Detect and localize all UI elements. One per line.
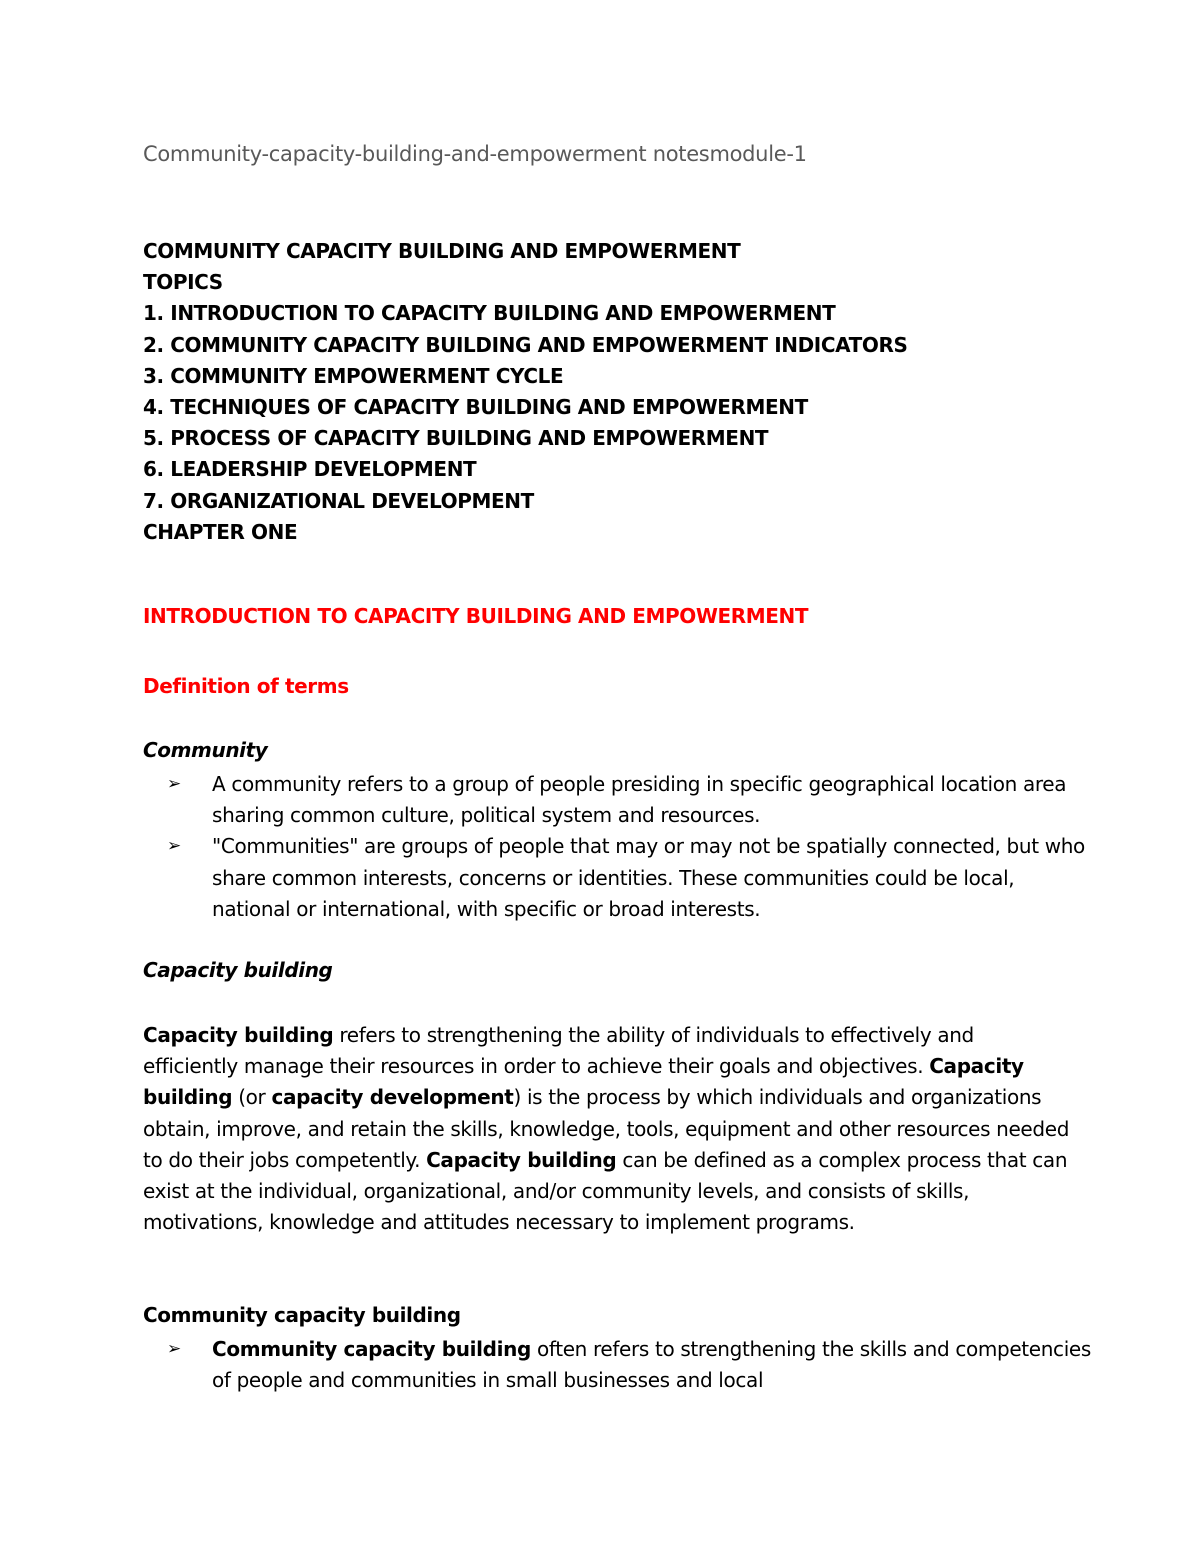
main-title: COMMUNITY CAPACITY BUILDING AND EMPOWERMENT (143, 239, 741, 263)
definitions-heading: Definition of terms (143, 674, 349, 698)
chapter-label: CHAPTER ONE (143, 519, 298, 544)
topic-item: 2. COMMUNITY CAPACITY BUILDING AND EMPOWERMENT INDICATORS (143, 332, 908, 357)
bullet-text: often refers to strengthening the skills and competencies of people and communities in small businesses and local (212, 1337, 1091, 1393)
list-item (167, 1334, 1097, 1396)
arrow-bullet-icon: ➢ (167, 774, 181, 794)
bold-term: capacity development (271, 1085, 514, 1110)
topic-item: 1. INTRODUCTION TO CAPACITY BUILDING AND EMPOWERMENT (143, 301, 836, 326)
topic-item: 4. TECHNIQUES OF CAPACITY BUILDING AND EMPOWERMENT (143, 395, 808, 420)
topic-item: 7. ORGANIZATIONAL DEVELOPMENT (143, 488, 534, 513)
arrow-bullet-icon: ➢ (167, 1339, 181, 1359)
community-bullet-list (167, 769, 1097, 925)
capacity-building-heading: Capacity building (143, 958, 333, 982)
arrow-bullet-icon: ➢ (167, 836, 181, 857)
community-heading: Community (143, 738, 268, 762)
paragraph-text: refers to strengthening the ability of individuals to effectively and efficiently manage their resources in order to achieve their goals and objectives. (143, 1023, 974, 1079)
bold-term: Capacity building (426, 1147, 617, 1172)
list-item (167, 769, 1097, 831)
capacity-building-paragraph (143, 1020, 1073, 1238)
paragraph-text: can be defined as a complex process that can exist at the individual, organizational, and/or community levels, and consists of skills, motivations, knowledge and attitudes necessary to implement programs. (143, 1147, 1068, 1235)
bullet-text: A community refers to a group of people presiding in specific geographical location area sharing common culture, political system and resources. (212, 772, 1067, 828)
bold-term: Capacity building (143, 1054, 1024, 1110)
topic-item: 5. PROCESS OF CAPACITY BUILDING AND EMPOWERMENT (143, 426, 769, 451)
topics-label: TOPICS (143, 270, 223, 295)
bold-term: Community capacity building (212, 1337, 531, 1361)
document-header-title: Community-capacity-building-and-empowerment notesmodule-1 (143, 142, 807, 166)
paragraph-text: ) is the process by which individuals and organizations obtain, improve, and retain the skills, knowledge, tools, equipment and other resources needed to do their jobs competently. (143, 1085, 1070, 1172)
topic-item: 3. COMMUNITY EMPOWERMENT CYCLE (143, 363, 564, 388)
community-capacity-building-heading: Community capacity building (143, 1303, 461, 1327)
intro-heading: INTRODUCTION TO CAPACITY BUILDING AND EMPOWERMENT (143, 604, 809, 628)
topics-block (143, 236, 907, 548)
bold-term: Capacity building (143, 1023, 334, 1047)
topic-item: 6. LEADERSHIP DEVELOPMENT (143, 457, 477, 482)
paragraph-text: (or (232, 1085, 272, 1110)
list-item (167, 831, 1097, 925)
community-capacity-building-bullet-list (167, 1334, 1097, 1396)
bullet-text: "Communities" are groups of people that may or may not be spatially connected, but who share common interests, concerns or identities. These communities could be local, national or international, with specific or broad interests. (212, 834, 1085, 921)
